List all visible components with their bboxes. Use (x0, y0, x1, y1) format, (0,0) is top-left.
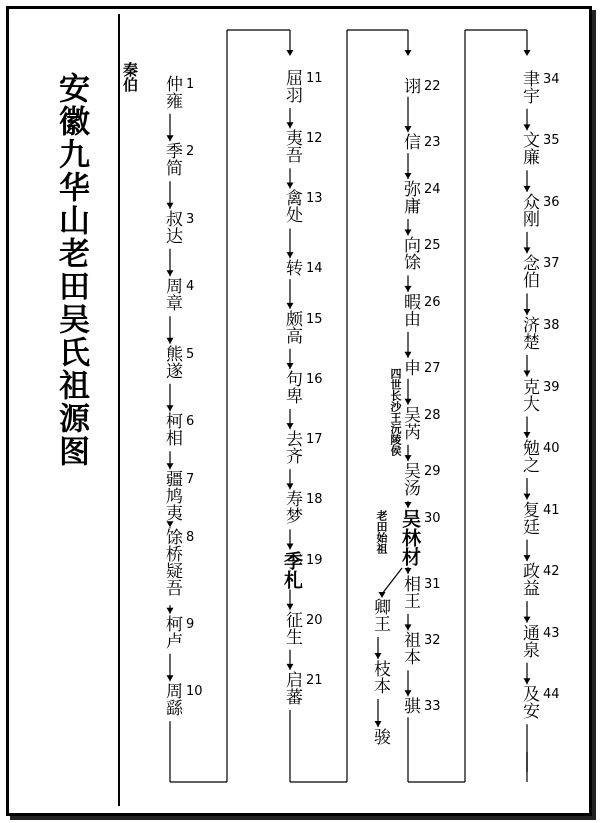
generation-arrow (524, 309, 531, 315)
generation-name: 馀桥疑吾 (162, 528, 182, 597)
generation-name: 复廷 (519, 500, 539, 535)
generation-name: 熊遂 (162, 344, 182, 379)
branch-note: 老田始祖 (375, 510, 388, 554)
generation-number: 9 (186, 616, 195, 632)
generation-number: 11 (306, 71, 323, 87)
generation-number: 15 (306, 311, 323, 327)
generation-arrow (167, 338, 174, 344)
generation-number: 38 (543, 317, 560, 333)
generation-name: 聿宇 (519, 69, 539, 104)
generation-arrow (524, 432, 531, 438)
chart-title: 安徽九华山老田吴氏祖源图 (53, 72, 89, 468)
generation-name: 夷吾 (282, 129, 302, 164)
generation-name: 吴林材 (399, 509, 421, 567)
generation-number: 44 (543, 687, 560, 703)
generation-arrow (405, 502, 412, 508)
generation-number: 40 (543, 441, 560, 457)
generation-arrow (524, 678, 531, 684)
generation-arrow (287, 122, 294, 128)
generation-number: 23 (424, 135, 441, 151)
generation-number: 7 (186, 472, 195, 488)
generation-arrow (524, 494, 531, 500)
generation-name: 禽处 (282, 189, 302, 224)
generation-arrow (405, 455, 412, 461)
column-arrow (287, 50, 294, 56)
branch-name: 枝本 (370, 660, 390, 694)
generation-name: 祖本 (400, 631, 420, 666)
generation-arrow (287, 604, 294, 610)
branch-name: 卿王 (370, 598, 390, 632)
side-label: 秦伯 (121, 62, 139, 92)
generation-arrow (287, 544, 294, 550)
generation-name: 勉之 (519, 439, 539, 474)
generation-number: 17 (306, 432, 323, 448)
generation-arrow (167, 270, 174, 276)
generation-name: 柯卢 (162, 614, 182, 649)
generation-name: 启蕃 (282, 670, 302, 705)
generation-name: 吴芮 (400, 405, 420, 440)
generation-number: 13 (306, 191, 323, 207)
generation-arrow (287, 303, 294, 309)
generation-number: 36 (543, 194, 560, 210)
generation-number: 43 (543, 625, 560, 641)
column-arrow (405, 50, 412, 56)
generation-number: 35 (543, 133, 560, 149)
generation-name: 周章 (162, 277, 182, 312)
generation-name: 申 (400, 358, 420, 376)
generation-arrow (405, 624, 412, 630)
generation-number: 42 (543, 564, 560, 580)
generation-number: 3 (186, 211, 195, 227)
generation-name: 向馀 (400, 236, 420, 271)
generation-name: 周繇 (162, 682, 182, 717)
generation-arrow (405, 399, 412, 405)
generation-name: 寿梦 (282, 490, 302, 525)
generation-number: 21 (306, 672, 323, 688)
generation-name: 骐 (400, 697, 420, 715)
generation-number: 29 (424, 464, 441, 480)
generation-number: 19 (306, 552, 323, 568)
generation-name: 去齐 (282, 430, 302, 465)
generation-name: 屈羽 (282, 69, 302, 104)
generation-number: 16 (306, 372, 323, 387)
generation-number: 20 (306, 612, 323, 628)
generation-name: 通泉 (519, 623, 539, 658)
side-note: 四世长沙王沅陵侯 (389, 368, 402, 456)
generation-arrow (287, 483, 294, 489)
generation-name: 文廉 (519, 131, 539, 166)
branch-arrow (375, 721, 382, 727)
generation-arrow (524, 555, 531, 561)
generation-number: 12 (306, 131, 323, 147)
generation-name: 吴汤 (400, 462, 420, 497)
generation-arrow (167, 135, 174, 141)
generation-arrow (167, 405, 174, 411)
generation-number: 24 (424, 182, 441, 198)
generation-name: 叔达 (162, 209, 182, 244)
generation-arrow (524, 124, 531, 130)
generation-name: 相王 (400, 574, 420, 609)
generation-number: 27 (424, 360, 441, 376)
generation-name: 诩 (400, 76, 420, 94)
generation-number: 22 (424, 78, 441, 94)
generation-arrow (287, 423, 294, 429)
generation-number: 1 (186, 76, 195, 92)
generation-arrow (405, 126, 412, 132)
generation-name: 季简 (162, 142, 182, 177)
generation-arrow (405, 568, 412, 574)
generation-name: 季札 (281, 550, 303, 589)
generation-name: 转 (282, 259, 302, 277)
generation-number: 14 (306, 261, 323, 277)
generation-arrow (287, 182, 294, 188)
generation-name: 念伯 (519, 254, 539, 289)
generation-arrow (524, 186, 531, 192)
generation-number: 26 (424, 294, 441, 310)
generation-arrow (405, 286, 412, 292)
generation-name: 弥庸 (400, 180, 420, 215)
generation-name: 疆鸠夷 (162, 470, 182, 522)
generation-number: 31 (424, 576, 441, 592)
generation-number: 2 (186, 144, 195, 160)
generation-arrow (167, 521, 174, 527)
generation-name: 信 (400, 133, 420, 151)
generation-name: 仲雍 (162, 74, 182, 109)
generation-number: 41 (543, 502, 560, 518)
generation-arrow (405, 352, 412, 358)
generation-number: 18 (306, 492, 323, 508)
generation-arrow (287, 664, 294, 670)
generation-arrow (405, 229, 412, 235)
generation-arrow (405, 690, 412, 696)
generation-arrow (167, 608, 174, 614)
generation-arrow (405, 173, 412, 179)
generation-number: 8 (186, 530, 195, 546)
generation-name: 暇由 (400, 292, 420, 327)
generation-name: 征生 (282, 610, 302, 645)
generation-arrow (287, 252, 294, 258)
generation-number: 6 (186, 414, 195, 430)
generation-number: 4 (186, 279, 195, 295)
generation-name: 济楚 (519, 315, 539, 350)
generation-arrow (167, 203, 174, 209)
generation-arrow (524, 371, 531, 377)
generation-name: 众刚 (519, 192, 539, 227)
generation-number: 10 (186, 684, 203, 700)
generation-number: 39 (543, 379, 560, 395)
generation-name: 颇高 (282, 309, 302, 344)
branch-name: 骏 (370, 728, 390, 745)
generation-number: 30 (424, 511, 441, 527)
generation-name: 克大 (519, 377, 539, 412)
column-arrow (524, 50, 531, 56)
generation-arrow (287, 363, 294, 369)
generation-number: 25 (424, 238, 441, 254)
generation-number: 37 (543, 256, 560, 272)
generation-name: 及安 (519, 685, 539, 720)
generation-name: 政益 (519, 562, 539, 597)
generation-name: 柯相 (162, 412, 182, 447)
generation-number: 34 (543, 71, 560, 87)
generation-number: 5 (186, 346, 195, 362)
generation-name: 句卑 (282, 370, 302, 404)
generation-number: 32 (424, 633, 441, 649)
generation-arrow (167, 675, 174, 681)
generation-arrow (524, 247, 531, 253)
generation-number: 28 (424, 407, 441, 423)
branch-arrow (375, 653, 382, 659)
generation-arrow (524, 617, 531, 623)
generation-arrow (167, 463, 174, 469)
generation-number: 33 (424, 699, 441, 715)
